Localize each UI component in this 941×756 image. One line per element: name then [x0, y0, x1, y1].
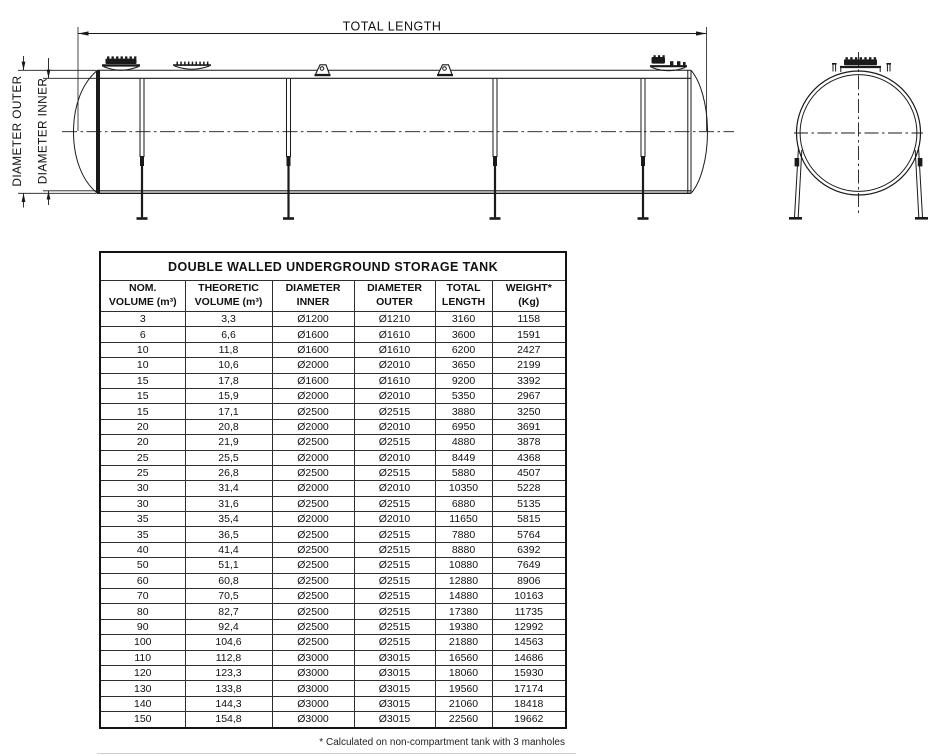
table-cell: 6880	[435, 496, 492, 511]
table-row	[100, 573, 566, 588]
table-cell: 5764	[492, 527, 566, 542]
table-cell: Ø2500	[272, 527, 354, 542]
table-cell: 154,8	[185, 712, 272, 728]
table-cell: 15,9	[185, 388, 272, 403]
table-cell: 31,4	[185, 481, 272, 496]
end-view-manhole	[832, 57, 891, 72]
spec-table	[99, 251, 567, 729]
table-cell: 150	[100, 712, 185, 728]
table-cell: 5135	[492, 496, 566, 511]
table-cell: 22560	[435, 712, 492, 728]
support-leg	[283, 79, 294, 220]
table-row	[100, 712, 566, 728]
manhole-left	[102, 56, 140, 70]
table-cell: 35,4	[185, 512, 272, 527]
table-cell: 130	[100, 681, 185, 696]
tank-side-view	[10, 20, 734, 220]
table-cell: Ø2515	[354, 604, 435, 619]
table-cell: 40	[100, 542, 185, 557]
table-cell: Ø3000	[272, 650, 354, 665]
table-cell: Ø2000	[272, 388, 354, 403]
table-cell: 7880	[435, 527, 492, 542]
table-cell: Ø2515	[354, 527, 435, 542]
total-length-dimension	[78, 20, 707, 132]
table-row	[100, 589, 566, 604]
table-cell: 70	[100, 589, 185, 604]
table-cell: 1591	[492, 327, 566, 342]
table-cell: 5815	[492, 512, 566, 527]
table-cell: Ø3000	[272, 712, 354, 728]
table-cell: 11,8	[185, 342, 272, 357]
table-cell: 11650	[435, 512, 492, 527]
table-cell: Ø2500	[272, 542, 354, 557]
table-cell: 2427	[492, 342, 566, 357]
table-cell: Ø2500	[272, 573, 354, 588]
table-row	[100, 312, 566, 327]
col-header-nom-volume: NOM. VOLUME (m³)	[100, 281, 185, 312]
table-cell: 70,5	[185, 589, 272, 604]
table-row	[100, 496, 566, 511]
table-row	[100, 327, 566, 342]
table-footnote: * Calculated on non-compartment tank with 3 manholes	[319, 737, 565, 748]
manhole-middle	[173, 62, 211, 70]
table-cell: 18418	[492, 696, 566, 711]
table-row	[100, 373, 566, 388]
table-cell: 6392	[492, 542, 566, 557]
table-cell: Ø2000	[272, 419, 354, 434]
table-cell: 5350	[435, 388, 492, 403]
table-cell: Ø2515	[354, 496, 435, 511]
col-header-diameter-outer: DIAMETER OUTER	[354, 281, 435, 312]
table-row	[100, 650, 566, 665]
table-cell: 8906	[492, 573, 566, 588]
table-cell: Ø3015	[354, 696, 435, 711]
table-row	[100, 388, 566, 403]
table-cell: Ø1200	[272, 312, 354, 327]
table-cell: 6	[100, 327, 185, 342]
table-cell: Ø2500	[272, 465, 354, 480]
table-cell: Ø3000	[272, 681, 354, 696]
table-row	[100, 465, 566, 480]
table-cell: 100	[100, 635, 185, 650]
table-cell: 10	[100, 358, 185, 373]
table-row	[100, 419, 566, 434]
table-cell: 21,9	[185, 435, 272, 450]
table-row	[100, 635, 566, 650]
table-cell: Ø2010	[354, 450, 435, 465]
diameter-inner-label: DIAMETER INNER	[35, 77, 50, 185]
table-cell: 3650	[435, 358, 492, 373]
table-cell: Ø2515	[354, 465, 435, 480]
table-cell: 10,6	[185, 358, 272, 373]
table-cell: 9200	[435, 373, 492, 388]
table-cell: 2967	[492, 388, 566, 403]
table-cell: Ø1600	[272, 373, 354, 388]
table-cell: Ø3015	[354, 712, 435, 728]
table-cell: 5228	[492, 481, 566, 496]
table-cell: 5880	[435, 465, 492, 480]
table-row	[100, 435, 566, 450]
manhole-right	[650, 55, 687, 70]
table-cell: 14563	[492, 635, 566, 650]
table-cell: 35	[100, 527, 185, 542]
table-cell: 120	[100, 665, 185, 680]
table-cell: Ø2500	[272, 589, 354, 604]
table-cell: 12880	[435, 573, 492, 588]
table-cell: 2199	[492, 358, 566, 373]
table-cell: Ø2000	[272, 450, 354, 465]
end-view-leg	[789, 147, 802, 220]
col-header-diameter-inner: DIAMETER INNER	[272, 281, 354, 312]
table-cell: Ø1610	[354, 373, 435, 388]
table-cell: Ø2000	[272, 358, 354, 373]
table-cell: 14880	[435, 589, 492, 604]
table-cell: Ø3000	[272, 665, 354, 680]
support-leg	[137, 79, 148, 220]
table-cell: 10350	[435, 481, 492, 496]
table-cell: 12992	[492, 619, 566, 634]
table-cell: 30	[100, 496, 185, 511]
table-cell: Ø3015	[354, 650, 435, 665]
table-cell: 17,1	[185, 404, 272, 419]
table-cell: 3691	[492, 419, 566, 434]
table-row	[100, 604, 566, 619]
table-cell: 11735	[492, 604, 566, 619]
table-cell: 3880	[435, 404, 492, 419]
table-cell: 140	[100, 696, 185, 711]
table-cell: Ø2000	[272, 512, 354, 527]
table-cell: 19560	[435, 681, 492, 696]
table-cell: 90	[100, 619, 185, 634]
table-cell: Ø2500	[272, 404, 354, 419]
table-cell: 25,5	[185, 450, 272, 465]
table-body	[100, 312, 566, 728]
table-cell: Ø2500	[272, 619, 354, 634]
table-cell: 80	[100, 604, 185, 619]
table-cell: 104,6	[185, 635, 272, 650]
table-cell: 15	[100, 388, 185, 403]
diameter-outer-label: DIAMETER OUTER	[10, 75, 24, 187]
table-cell: 3,3	[185, 312, 272, 327]
table-cell: Ø2500	[272, 604, 354, 619]
table-cell: 6,6	[185, 327, 272, 342]
table-cell: 4507	[492, 465, 566, 480]
table-cell: 112,8	[185, 650, 272, 665]
table-cell: Ø2500	[272, 558, 354, 573]
table-row	[100, 404, 566, 419]
table-cell: Ø2000	[272, 481, 354, 496]
table-cell: 92,4	[185, 619, 272, 634]
table-cell: Ø2010	[354, 481, 435, 496]
table-cell: Ø3015	[354, 681, 435, 696]
table-cell: 10	[100, 342, 185, 357]
table-header-row	[100, 281, 566, 312]
table-cell: 19662	[492, 712, 566, 728]
table-cell: 17,8	[185, 373, 272, 388]
table-cell: 20	[100, 419, 185, 434]
table-cell: 3392	[492, 373, 566, 388]
table-cell: 50	[100, 558, 185, 573]
col-header-weight: WEIGHT* (Kg)	[492, 281, 566, 312]
table-cell: 14686	[492, 650, 566, 665]
table-cell: Ø1610	[354, 342, 435, 357]
table-cell: Ø2500	[272, 635, 354, 650]
table-cell: Ø2500	[272, 496, 354, 511]
support-leg	[490, 79, 501, 220]
table-title: DOUBLE WALLED UNDERGROUND STORAGE TANK	[100, 252, 566, 281]
table-cell: Ø2515	[354, 435, 435, 450]
bottom-rule	[97, 753, 576, 754]
table-cell: Ø2515	[354, 404, 435, 419]
support-leg	[638, 79, 649, 220]
table-cell: 25	[100, 465, 185, 480]
table-cell: Ø3015	[354, 665, 435, 680]
table-cell: 3878	[492, 435, 566, 450]
table-cell: 1158	[492, 312, 566, 327]
table-cell: 144,3	[185, 696, 272, 711]
table-cell: Ø1600	[272, 342, 354, 357]
table-cell: Ø1600	[272, 327, 354, 342]
table-cell: 21880	[435, 635, 492, 650]
table-cell: Ø2010	[354, 388, 435, 403]
col-header-total-length: TOTAL LENGTH	[435, 281, 492, 312]
table-row	[100, 619, 566, 634]
table-cell: 3	[100, 312, 185, 327]
table-cell: 36,5	[185, 527, 272, 542]
table-cell: 8880	[435, 542, 492, 557]
table-cell: 35	[100, 512, 185, 527]
table-cell: 17380	[435, 604, 492, 619]
table-cell: Ø2515	[354, 635, 435, 650]
table-cell: 15	[100, 373, 185, 388]
table-cell: Ø2500	[272, 435, 354, 450]
table-cell: 21060	[435, 696, 492, 711]
table-cell: Ø3000	[272, 696, 354, 711]
table-cell: 6950	[435, 419, 492, 434]
table-cell: 8449	[435, 450, 492, 465]
table-cell: 4368	[492, 450, 566, 465]
table-cell: 15	[100, 404, 185, 419]
technical-drawing	[0, 0, 941, 244]
table-cell: Ø1610	[354, 327, 435, 342]
table-row	[100, 665, 566, 680]
end-view-leg	[915, 147, 928, 220]
lifting-lug	[437, 65, 453, 76]
table-row	[100, 481, 566, 496]
table-cell: Ø2010	[354, 358, 435, 373]
table-cell: 10163	[492, 589, 566, 604]
table-cell: Ø2515	[354, 619, 435, 634]
table-row	[100, 450, 566, 465]
table-cell: 30	[100, 481, 185, 496]
table-cell: 25	[100, 450, 185, 465]
table-row	[100, 542, 566, 557]
table-row	[100, 558, 566, 573]
table-cell: 60	[100, 573, 185, 588]
table-cell: 10880	[435, 558, 492, 573]
table-cell: Ø2515	[354, 589, 435, 604]
table-row	[100, 342, 566, 357]
table-cell: 82,7	[185, 604, 272, 619]
table-cell: Ø1210	[354, 312, 435, 327]
table-cell: 19380	[435, 619, 492, 634]
table-cell: Ø2010	[354, 419, 435, 434]
table-cell: 123,3	[185, 665, 272, 680]
table-cell: 26,8	[185, 465, 272, 480]
table-cell: Ø2010	[354, 512, 435, 527]
table-cell: 3250	[492, 404, 566, 419]
table-cell: 3600	[435, 327, 492, 342]
table-cell: 133,8	[185, 681, 272, 696]
table-cell: 41,4	[185, 542, 272, 557]
table-cell: 51,1	[185, 558, 272, 573]
table-cell: 4880	[435, 435, 492, 450]
table-cell: 110	[100, 650, 185, 665]
table-title-row	[100, 252, 566, 281]
table-cell: 20	[100, 435, 185, 450]
table-cell: 6200	[435, 342, 492, 357]
table-row	[100, 527, 566, 542]
table-cell: 18060	[435, 665, 492, 680]
table-cell: 17174	[492, 681, 566, 696]
total-length-label: TOTAL LENGTH	[342, 19, 442, 34]
table-cell: 31,6	[185, 496, 272, 511]
table-cell: Ø2515	[354, 573, 435, 588]
table-cell: 15930	[492, 665, 566, 680]
lifting-lug	[315, 65, 331, 76]
table-row	[100, 696, 566, 711]
table-cell: Ø2515	[354, 542, 435, 557]
table-row	[100, 512, 566, 527]
table-cell: Ø2515	[354, 558, 435, 573]
table-cell: 3160	[435, 312, 492, 327]
table-cell: 7649	[492, 558, 566, 573]
diameter-dimensions	[10, 56, 96, 208]
table-row	[100, 681, 566, 696]
tank-end-view	[789, 52, 928, 220]
table-cell: 20,8	[185, 419, 272, 434]
table-row	[100, 358, 566, 373]
col-header-theoretic-volume: THEORETIC VOLUME (m³)	[185, 281, 272, 312]
table-cell: 16560	[435, 650, 492, 665]
table-cell: 60,8	[185, 573, 272, 588]
